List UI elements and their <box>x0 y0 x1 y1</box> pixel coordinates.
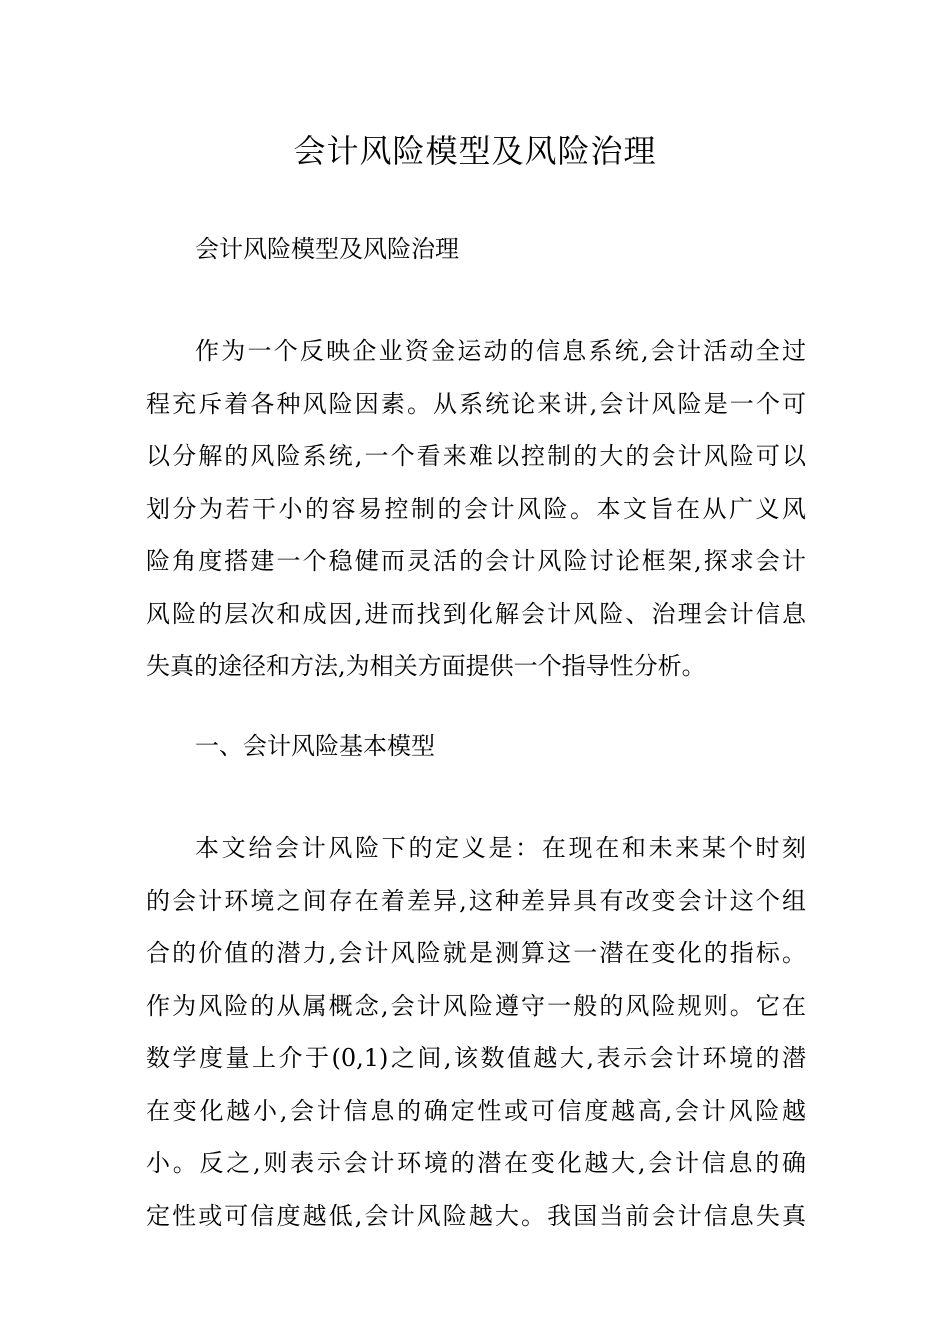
paragraph-line: 作为一个反映企业资金运动的信息系统,会计活动全过 <box>195 337 806 365</box>
definition-paragraph <box>146 822 806 1242</box>
paragraph-line: 数学度量上介于(0,1)之间,该数值越大,表示会计环境的潜 <box>146 1044 806 1072</box>
paragraph-line: 本文给会计风险下的定义是：在现在和未来某个时刻 <box>195 834 806 862</box>
paragraph-line: 划分为若干小的容易控制的会计风险。本文旨在从广义风 <box>146 494 806 523</box>
paragraph-line: 作为风险的从属概念,会计风险遵守一般的风险规则。它在 <box>146 991 806 1020</box>
paragraph-line: 以分解的风险系统,一个看来难以控制的大的会计风险可以 <box>146 442 806 470</box>
section-heading: 一、会计风险基本模型 <box>195 732 435 760</box>
document-subtitle: 会计风险模型及风险治理 <box>195 235 459 263</box>
paragraph-line: 程充斥着各种风险因素。从系统论来讲,会计风险是一个可 <box>146 389 806 418</box>
paragraph-line: 在变化越小,会计信息的确定性或可信度越高,会计风险越 <box>146 1096 806 1125</box>
paragraph-line: 定性或可信度越低,会计风险越大。我国当前会计信息失真 <box>146 1201 806 1230</box>
paragraph-line: 险角度搭建一个稳健而灵活的会计风险讨论框架,探求会计 <box>146 547 806 575</box>
paragraph-line: 合的价值的潜力,会计风险就是测算这一潜在变化的指标。 <box>146 939 806 967</box>
paragraph-line: 风险的层次和成因,进而找到化解会计风险、治理会计信息 <box>146 599 806 628</box>
document-title: 会计风险模型及风险治理 <box>293 132 657 170</box>
paragraph-line: 失真的途径和方法,为相关方面提供一个指导性分析。 <box>146 652 706 680</box>
paragraph-line: 的会计环境之间存在着差异,这种差异具有改变会计这个组 <box>146 886 806 915</box>
paragraph-line: 小。反之,则表示会计环境的潜在变化越大,会计信息的确 <box>146 1149 806 1177</box>
intro-paragraph <box>146 325 806 693</box>
